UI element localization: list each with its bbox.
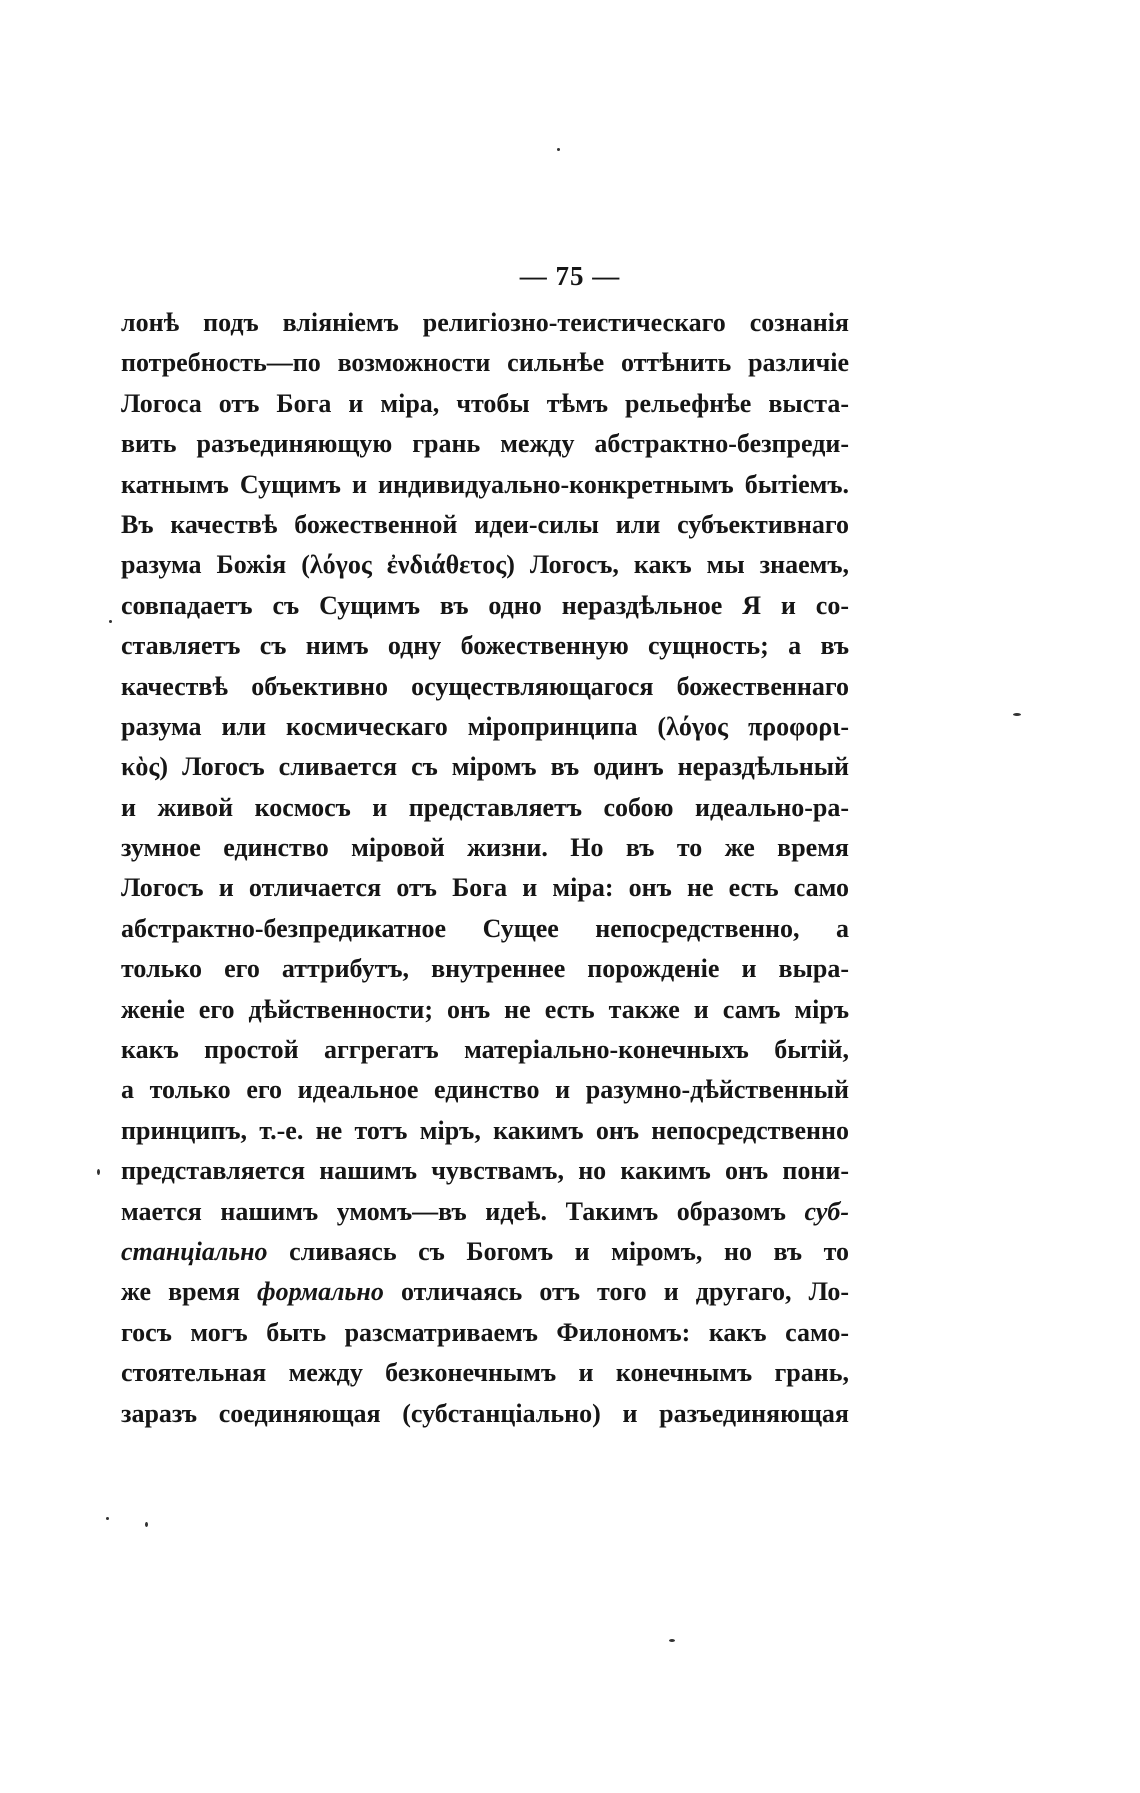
text-line-23-main: мается нашимъ умомъ—въ идеѣ. Такимъ образомъ xyxy=(121,1196,786,1226)
text-line-13: и живой космосъ и представляетъ собою идеально-ра- xyxy=(121,792,849,822)
text-line-5: катнымъ Сущимъ и индивидуально-конкретнымъ бытіемъ. xyxy=(121,469,849,499)
text-line-22: представляется нашимъ чувствамъ, но какимъ онъ пони- xyxy=(121,1156,849,1186)
text-line-1: лонѣ подъ вліяніемъ религіозно-теистическаго сознанія xyxy=(121,308,849,337)
text-line-9: ставляетъ съ нимъ одну божественную сущность; а въ xyxy=(121,631,849,661)
text-line-3: Логоса отъ Бога и міра, чтобы тѣмъ рельефнѣе выста- xyxy=(121,388,849,418)
text-line-24-rest: сливаясь съ Богомъ и міромъ, но въ то xyxy=(289,1236,849,1266)
italic-substantsialno: станціально xyxy=(121,1236,268,1266)
text-line-7: разума Божія (λόγος ἐνδιάθετος) Логосъ, какъ мы знаемъ, xyxy=(121,550,849,580)
text-line-27: стоятельная между безконечнымъ и конечнымъ грань, xyxy=(121,1358,849,1388)
scan-speck xyxy=(145,1522,148,1527)
text-line-25-rest: отличаясь отъ того и другаго, Ло- xyxy=(400,1277,849,1307)
scan-speck xyxy=(669,1639,675,1642)
text-line-19: какъ простой аггрегатъ матеріально-конечныхъ бытій, xyxy=(121,1035,849,1065)
text-line-24 xyxy=(121,1232,849,1272)
text-line-6: Въ качествѣ божественной идеи-силы или субъективнаго xyxy=(121,509,849,539)
scan-speck xyxy=(557,148,560,151)
scan-speck xyxy=(97,1169,100,1175)
text-line-10: качествѣ объективно осуществляющагося божественнаго xyxy=(121,671,849,701)
text-line-25 xyxy=(121,1272,849,1312)
text-line-20: а только его идеальное единство и разумно-дѣйственный xyxy=(121,1075,849,1105)
text-line-16: абстрактно-безпредикатное Сущее непосредственно, а xyxy=(121,913,849,943)
text-line-8: совпадаетъ съ Сущимъ въ одно нераздѣльное Я и со- xyxy=(121,590,849,620)
page-number: — 75 — xyxy=(519,261,621,291)
scan-speck xyxy=(109,620,112,623)
text-line-25-start: же время xyxy=(121,1277,240,1307)
text-line-23 xyxy=(121,1192,849,1232)
text-line-26: госъ могъ быть разсматриваемъ Филономъ: какъ само- xyxy=(121,1317,849,1347)
text-line-11: разума или космическаго мiропринципа (λόγος προφορι- xyxy=(121,711,849,741)
text-line-17: только его аттрибутъ, внутреннее порожденіе и выра- xyxy=(121,954,849,984)
scan-speck xyxy=(106,1517,109,1520)
text-line-12: κὸς) Логосъ сливается съ міромъ въ одинъ нераздѣльный xyxy=(121,752,849,782)
scan-speck xyxy=(1013,713,1021,716)
text-line-4: вить разъединяющую грань между абстрактно-безпреди- xyxy=(121,429,849,459)
italic-formalno: формально xyxy=(257,1277,384,1307)
text-line-21: принципъ, т.-е. не тотъ міръ, какимъ онъ непосредственно xyxy=(121,1115,849,1145)
text-line-18: женіе его дѣйственности; онъ не есть также и самъ міръ xyxy=(121,994,849,1024)
text-line-2: потребность—по возможности сильнѣе оттѣнить различіе xyxy=(121,348,849,378)
text-line-15: Логосъ и отличается отъ Бога и міра: онъ не есть само xyxy=(121,873,849,903)
body-text xyxy=(121,303,849,1434)
italic-sub: суб- xyxy=(804,1196,849,1226)
text-line-14: зумное единство міровой жизни. Но въ то же время xyxy=(121,833,849,863)
text-line-28: заразъ соединяющая (субстанціально) и разъединяющая xyxy=(121,1398,849,1428)
